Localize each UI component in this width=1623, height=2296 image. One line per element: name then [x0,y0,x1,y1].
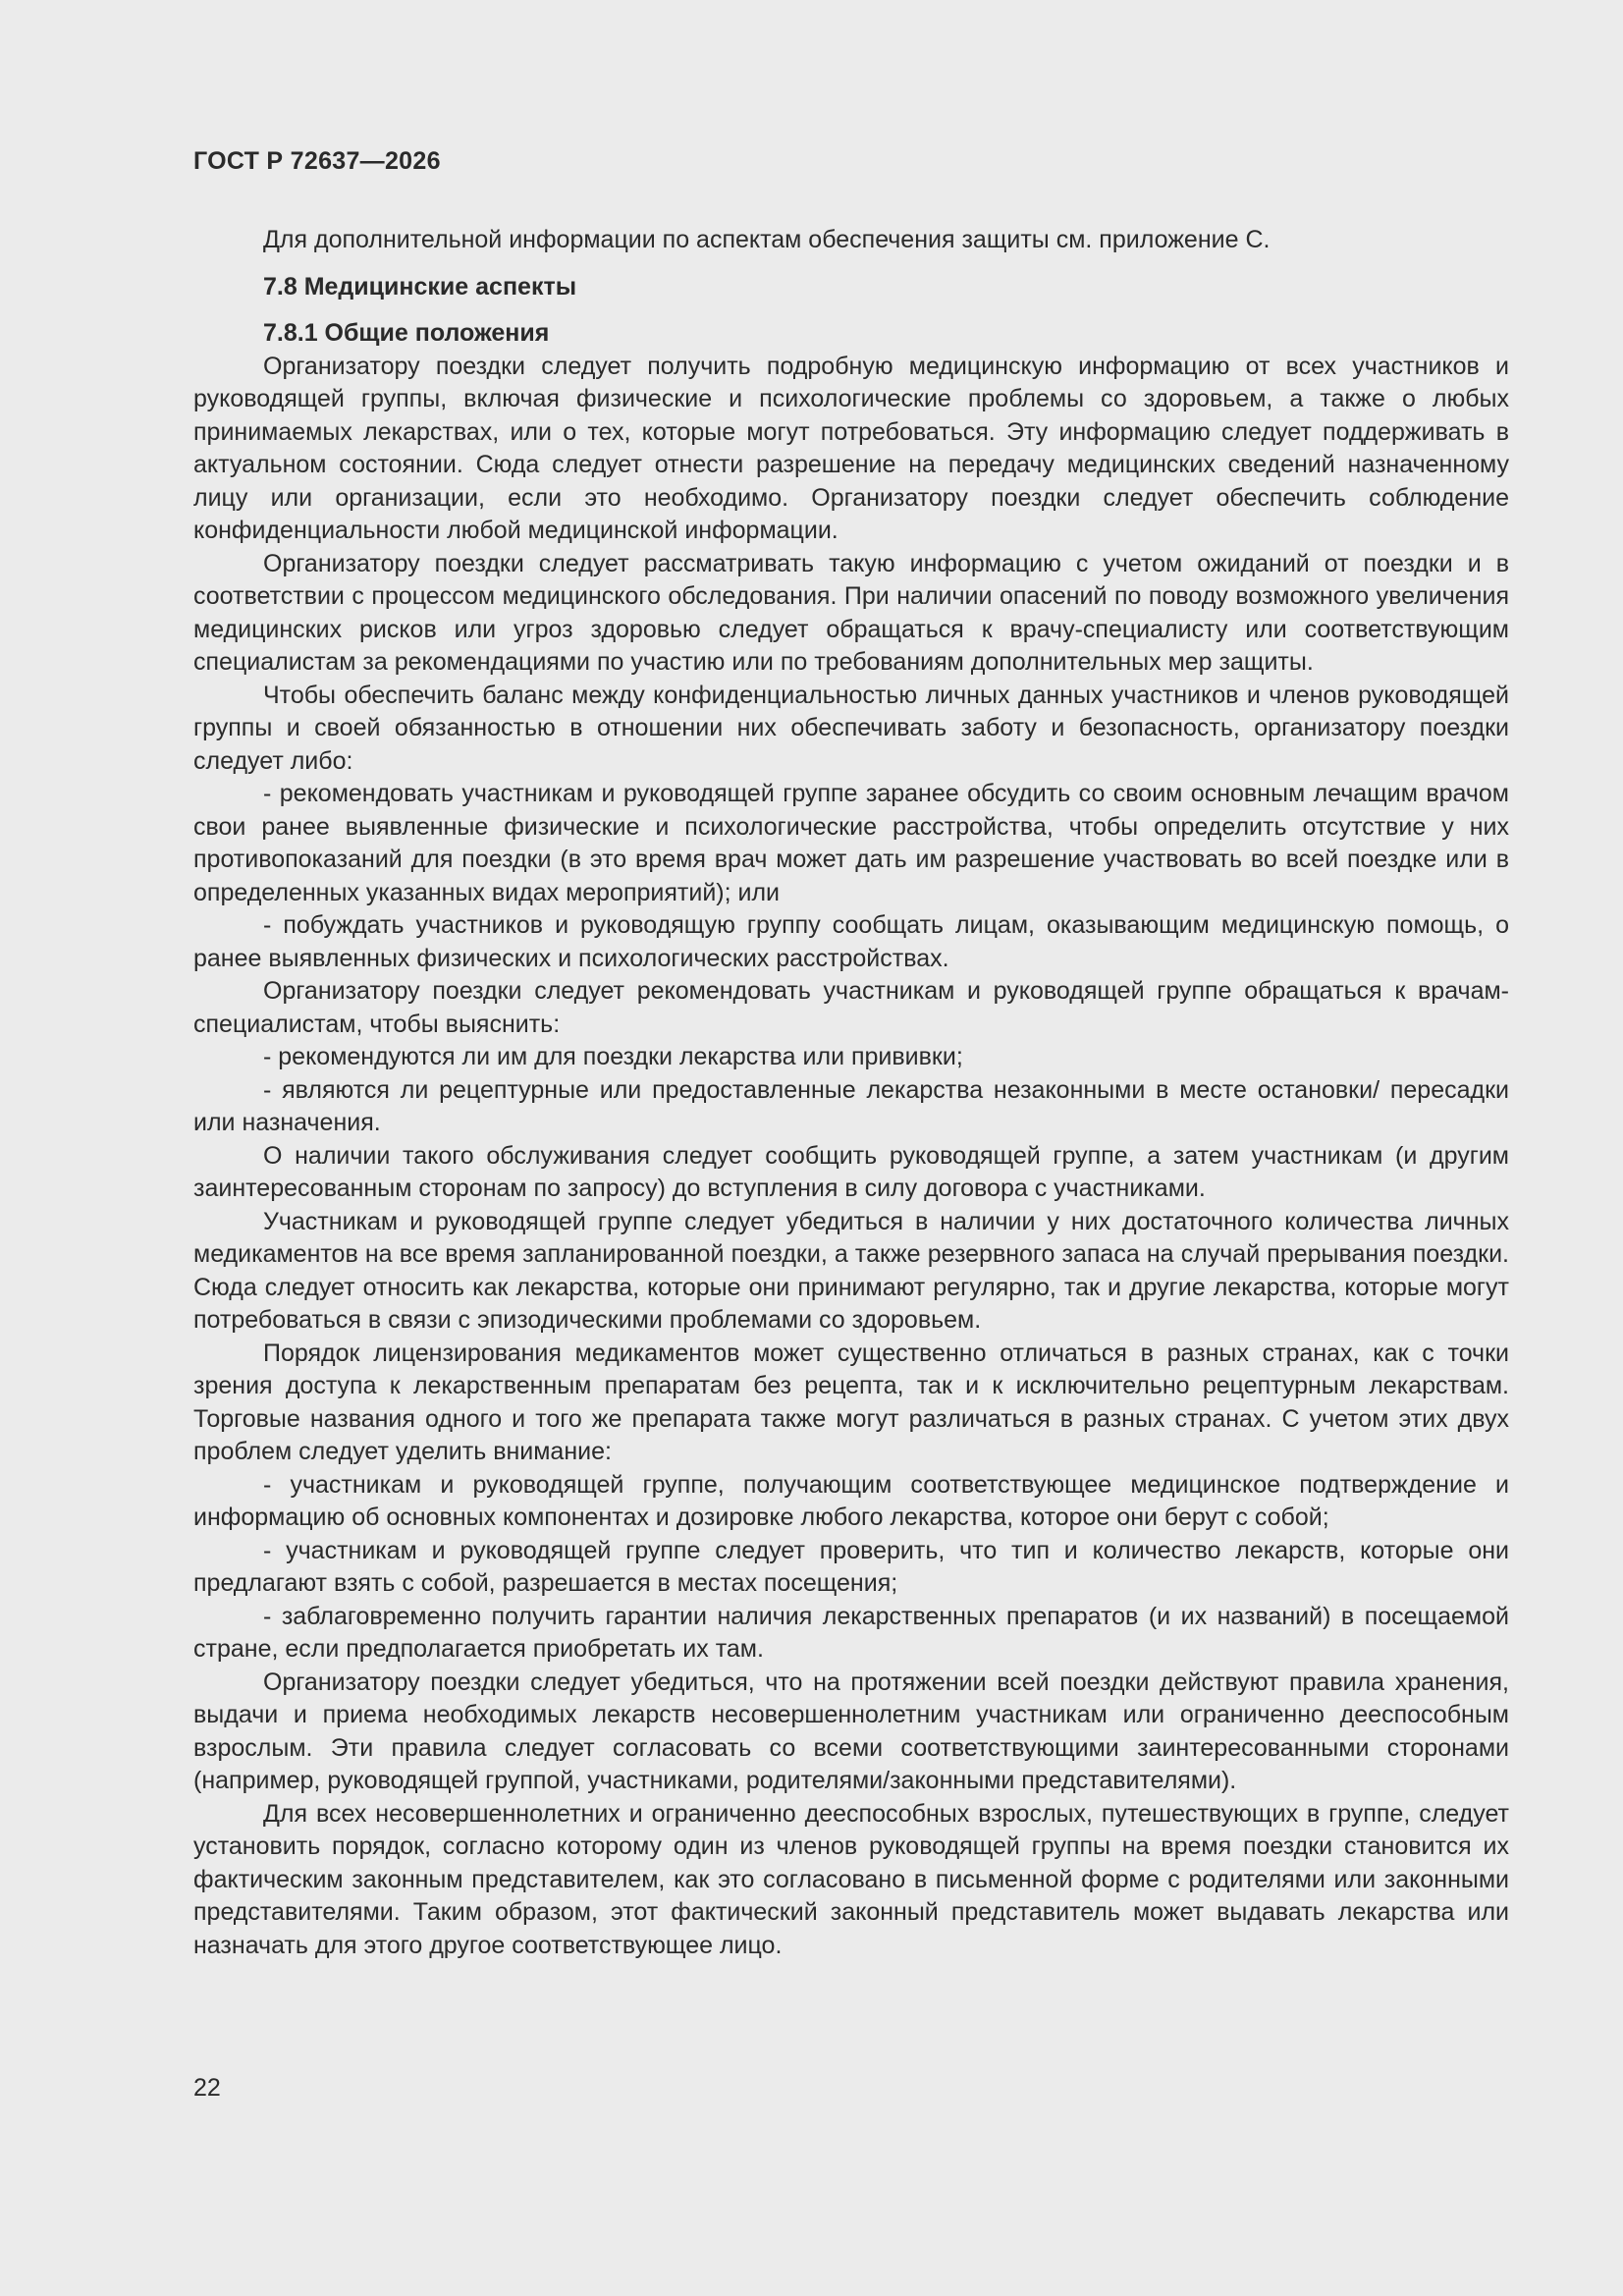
section-heading: 7.8 Медицинские аспекты [263,272,577,301]
list-item: - заблаговременно получить гарантии наличия лекарственных препаратов (и их названий) в посещаемой стране, если предполагается приобретать их там. [193,1602,1509,1663]
list-item: - участникам и руководящей группе следует проверить, что тип и количество лекарств, которые они предлагают взять с собой, разрешается в местах посещения; [193,1536,1509,1597]
paragraph: О наличии такого обслуживания следует сообщить руководящей группе, а затем участникам (и другим заинтересованным сторонам по запросу) до вступления в силу договора с участниками. [193,1141,1509,1202]
list-item: - рекомендовать участникам и руководящей группе заранее обсудить со своим основным лечащим врачом свои ранее выявленные физические и психологические расстройства, чтобы определить отсутствие у них противопоказаний для поездки (в это время врач может дать им разрешение участвовать во всей поездке или в определенных указанных видах мероприятий); или [193,780,1509,906]
paragraph: Для всех несовершеннолетних и ограниченно дееспособных взрослых, путешествующих в группе, следует установить порядок, согласно которому один из членов руководящей группы на время поездки становится их фактическим законным представителем, как это согласовано в письменной форме с родителями или законными представителями. Таким образом, этот фактический законный представитель может выдавать лекарства или назначать для этого другое соответствующее лицо. [193,1799,1509,1959]
lead-paragraph: Для дополнительной информации по аспектам обеспечения защиты см. приложение С. [263,226,1271,253]
paragraph: Организатору поездки следует убедиться, что на протяжении всей поездки действуют правила хранения, выдачи и приема необходимых лекарств несовершеннолетним участникам или ограниченно дееспособным взрослым. Эти правила следует согласовать со всеми соответствующими заинтересованными сторонами (например, руководящей группой, участниками, родителями/законными представителями). [193,1667,1509,1794]
list-item: - рекомендуются ли им для поездки лекарства или прививки; [263,1043,963,1070]
paragraph: Чтобы обеспечить баланс между конфиденциальностью личных данных участников и членов руководящей группы и своей обязанностью в отношении них обеспечивать заботу и безопасность, организатору поездки следует либо: [193,681,1509,775]
list-item: - являются ли рецептурные или предоставленные лекарства незаконными в месте остановки/ пересадки или назначения. [193,1075,1509,1136]
paragraph: Организатору поездки следует рекомендовать участникам и руководящей группе обращаться к врачам-специалистам, чтобы выяснить: [193,977,1509,1038]
paragraph: Организатору поездки следует рассматривать такую информацию с учетом ожиданий от поездки и в соответствии с процессом медицинского обследования. При наличии опасений по поводу возможного увеличения медицинских рисков или угроз здоровью следует обращаться к врачу-специалисту или соответствующим специалистам за рекомендациями по участию или по требованиям дополнительных мер защиты. [193,549,1509,676]
document-body [193,224,1509,1962]
paragraph: Порядок лицензирования медикаментов может существенно отличаться в разных странах, как с точки зрения доступа к лекарственным препаратам без рецепта, так и к исключительно рецептурным лекарствам. Торговые названия одного и того же препарата также могут различаться в разных странах. С учетом этих двух проблем следует уделить внимание: [193,1339,1509,1465]
list-item: - участникам и руководящей группе, получающим соответствующее медицинское подтверждение и информацию об основных компонентах и дозировке любого лекарства, которое они берут с собой; [193,1470,1509,1531]
subsection-heading: 7.8.1 Общие положения [263,319,550,347]
document-page [193,0,1509,2296]
document-header: ГОСТ Р 72637—2026 [193,147,441,175]
page-number: 22 [193,2074,221,2102]
paragraph: Участникам и руководящей группе следует убедиться в наличии у них достаточного количества личных медикаментов на все время запланированной поездки, а также резервного запаса на случай прерывания поездки. Сюда следует относить как лекарства, которые они принимают регулярно, так и другие лекарства, которые могут потребоваться в связи с эпизодическими проблемами со здоровьем. [193,1207,1509,1334]
paragraph: Организатору поездки следует получить подробную медицинскую информацию от всех участников и руководящей группы, включая физические и психологические проблемы со здоровьем, а также о любых принимаемых лекарствах, или о тех, которые могут потребоваться. Эту информацию следует поддерживать в актуальном состоянии. Сюда следует отнести разрешение на передачу медицинских сведений назначенному лицу или организации, если это необходимо. Организатору поездки следует обеспечить соблюдение конфиденциальности любой медицинской информации. [193,352,1509,544]
list-item: - побуждать участников и руководящую группу сообщать лицам, оказывающим медицинскую помощь, о ранее выявленных физических и психологических расстройствах. [193,911,1509,972]
